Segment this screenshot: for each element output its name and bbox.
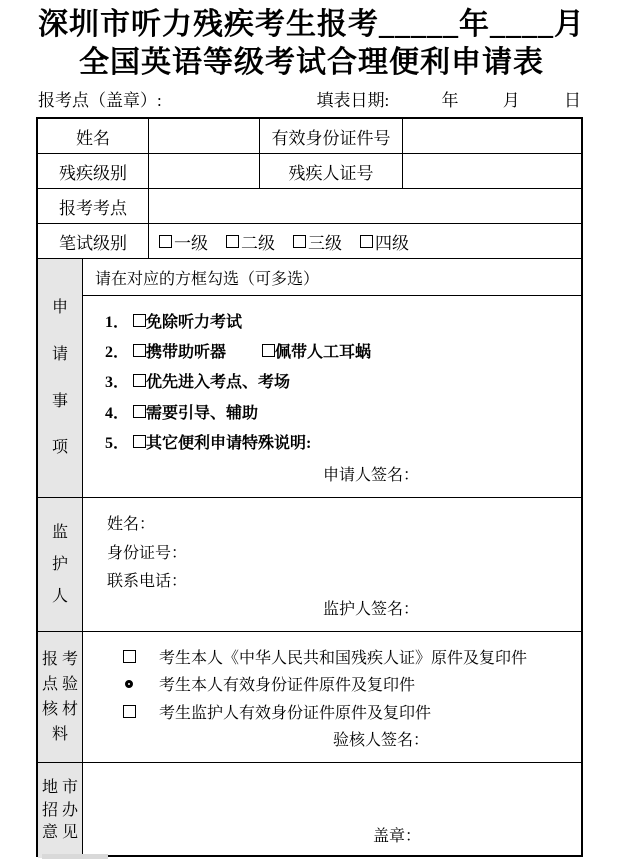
exam-site-label: 报考考点: [38, 189, 149, 223]
materials-vertical-label: [38, 632, 83, 762]
apply-item-3: [105, 369, 581, 392]
written-level-3-checkbox[interactable]: [293, 235, 306, 248]
application-items-list: [83, 296, 581, 462]
written-level-option-2: [226, 229, 275, 254]
office-seal-label: 盖章：: [373, 828, 422, 845]
guardian-id-field[interactable]: 身份证号：: [107, 544, 188, 562]
written-level-1-checkbox[interactable]: [159, 235, 172, 248]
guidance-assist-label: 需要引导、辅助: [146, 404, 259, 422]
table-row-disability: [38, 154, 581, 189]
vlabel-char: 监: [51, 523, 68, 541]
vlabel-char: 人: [51, 587, 68, 605]
vlabel-row: 料: [51, 725, 68, 743]
material-item-2: [121, 672, 581, 695]
applicant-signature-label: 申请人签名：: [323, 467, 420, 484]
name-label: 姓名: [38, 119, 149, 153]
table-row-name: [38, 119, 581, 154]
guardian-content: [83, 498, 581, 631]
guardian-name-field[interactable]: 姓名：: [107, 516, 156, 534]
disability-level-value-cell[interactable]: [149, 154, 260, 188]
office-opinion-area[interactable]: [83, 763, 581, 823]
material-2-text: 考生本人有效身份证件原件及复印件: [159, 677, 416, 694]
name-value-cell[interactable]: [149, 119, 260, 153]
cochlear-implant-checkbox[interactable]: [262, 344, 275, 357]
apply-item-1-number: 1．: [105, 314, 130, 332]
material-1-text: 考生本人《中华人民共和国残疾人证》原件及复印件: [159, 649, 528, 667]
date-month-label: 月: [502, 91, 520, 110]
exempt-listening-checkbox[interactable]: [133, 314, 146, 327]
apply-item-2: [105, 339, 581, 362]
vlabel-char: 事: [51, 392, 68, 410]
application-items-content: [83, 259, 581, 497]
written-level-4-checkbox[interactable]: [360, 235, 373, 248]
guardian-fields: [83, 498, 581, 596]
other-special-checkbox[interactable]: [133, 435, 146, 448]
checkbox-hint: 请在对应的方框勾选（可多选）: [83, 259, 581, 296]
written-level-option-3: [293, 229, 342, 254]
guardian-signature-label: 监护人签名：: [323, 601, 420, 618]
materials-section: [38, 632, 581, 763]
vlabel-row: 点 验: [41, 675, 78, 693]
disability-cert-checkbox[interactable]: [123, 650, 136, 663]
written-level-2-checkbox[interactable]: [226, 235, 239, 248]
exam-site-seal-label: 报考点（盖章）:: [38, 91, 162, 110]
office-content: [83, 763, 581, 858]
valid-id-value-cell[interactable]: [403, 119, 581, 153]
vlabel-row: 核 材: [41, 700, 78, 718]
application-items-vertical-label: [38, 259, 83, 497]
apply-item-3-number: 3．: [105, 374, 130, 392]
disability-cert-value-cell[interactable]: [403, 154, 581, 188]
material-item-3: [121, 700, 581, 723]
vlabel-char: 申: [51, 299, 68, 317]
material-3-text: 考生监护人有效身份证件原件及复印件: [159, 704, 432, 722]
office-vertical-label: [38, 763, 83, 858]
written-level-3-label: 三级: [308, 233, 342, 253]
hearing-aid-label: 携带助听器: [146, 344, 227, 362]
guardian-section: [38, 498, 581, 632]
guidance-assist-checkbox[interactable]: [133, 405, 146, 418]
written-level-option-1: [159, 229, 208, 254]
disability-level-label: 残疾级别: [38, 154, 149, 188]
apply-item-2-number: 2．: [105, 344, 130, 362]
guardian-id-checkbox[interactable]: [123, 705, 136, 718]
apply-item-5: [105, 430, 581, 453]
vlabel-char: 请: [51, 346, 68, 364]
form-table: [36, 117, 583, 857]
apply-item-4-number: 4．: [105, 404, 130, 422]
fill-date-group: [317, 86, 581, 111]
application-items-section: [38, 259, 581, 498]
form-title-line1: 深圳市听力残疾考生报考_____年____月: [38, 8, 585, 41]
vlabel-row: 地 市: [41, 779, 78, 797]
exam-site-value-cell[interactable]: [149, 189, 581, 223]
exempt-listening-label: 免除听力考试: [146, 314, 243, 332]
written-level-options: [149, 224, 581, 258]
materials-content: [83, 632, 581, 762]
guardian-vertical-label: [38, 498, 83, 631]
vlabel-char: 护: [51, 555, 68, 573]
apply-item-1: [105, 309, 581, 332]
guardian-phone-field[interactable]: 联系电话：: [107, 572, 188, 590]
priority-entry-checkbox[interactable]: [133, 374, 146, 387]
fill-date-label: 填表日期:: [316, 91, 390, 110]
date-year-label: 年: [441, 91, 459, 110]
hearing-aid-checkbox[interactable]: [133, 344, 146, 357]
table-row-exam-site: [38, 189, 581, 224]
written-level-1-label: 一级: [174, 233, 208, 253]
cochlear-implant-label: 佩带人工耳蜗: [275, 344, 372, 362]
form-title: [0, 0, 623, 82]
valid-id-label: 有效身份证件号: [260, 119, 403, 153]
written-level-2-label: 二级: [241, 233, 275, 253]
apply-item-5-number: 5．: [105, 434, 130, 452]
written-level-4-label: 四级: [375, 233, 409, 253]
disability-cert-label: 残疾人证号: [260, 154, 403, 188]
vlabel-char: 项: [51, 439, 68, 457]
vlabel-row: 招 办: [41, 801, 78, 819]
office-opinion-section: [38, 763, 581, 858]
material-item-1: [121, 645, 581, 668]
priority-entry-label: 优先进入考点、考场: [146, 374, 291, 392]
other-special-label: 其它便利申请特殊说明:: [146, 434, 312, 452]
written-level-option-4: [360, 229, 409, 254]
meta-row: [38, 86, 581, 111]
material-1-marker-slot: [121, 650, 137, 663]
written-level-label: 笔试级别: [38, 224, 149, 258]
vlabel-row: 意 见: [41, 824, 78, 842]
table-row-written-level: [38, 224, 581, 259]
material-2-marker-slot: [121, 680, 137, 688]
vlabel-row: 报 考: [41, 650, 78, 668]
apply-item-4: [105, 400, 581, 423]
form-title-line2: 全国英语等级考试合理便利申请表: [79, 46, 544, 79]
materials-list: [83, 632, 581, 727]
verifier-signature-label: 验核人签名：: [333, 732, 430, 749]
material-3-marker-slot: [121, 705, 137, 718]
scan-artifact: [42, 854, 108, 859]
id-original-circle-marker[interactable]: [125, 680, 133, 688]
date-day-label: 日: [564, 91, 581, 110]
